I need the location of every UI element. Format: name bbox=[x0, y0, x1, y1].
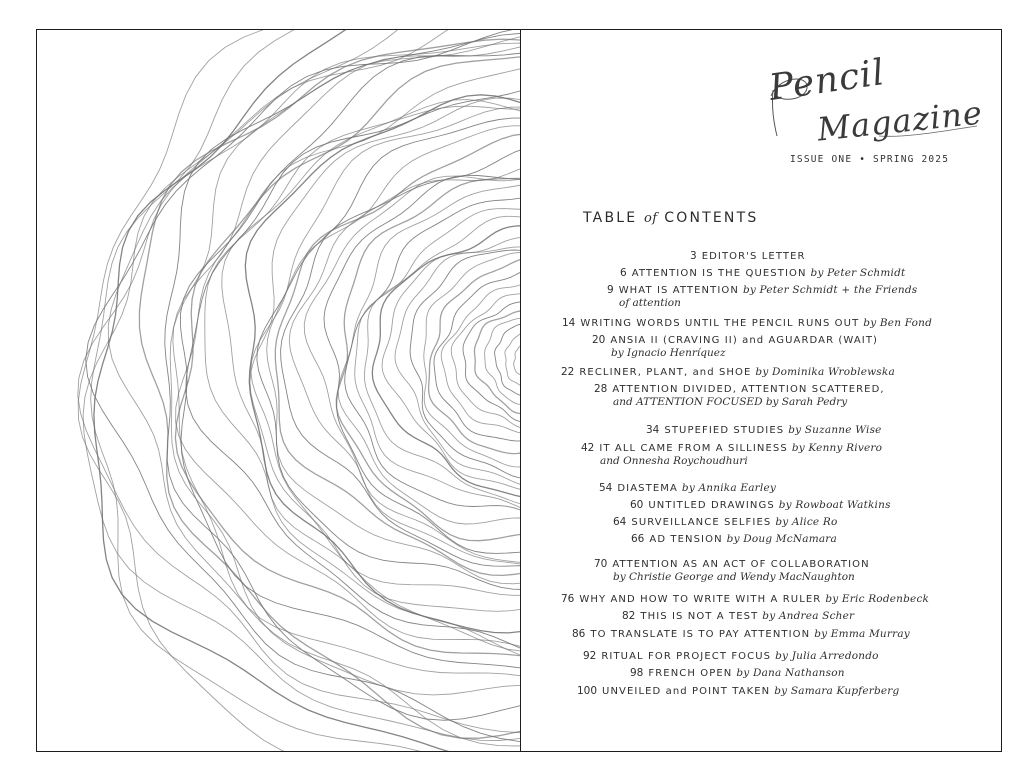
toc-entry bbox=[581, 442, 882, 467]
toc-title: ANSIA II (CRAVING II) and AGUARDAR (WAIT) bbox=[610, 335, 879, 346]
toc-entry bbox=[613, 516, 838, 529]
toc-entry bbox=[592, 334, 878, 359]
toc-byline: by Ben Fond bbox=[863, 317, 933, 329]
toc-page-number: 14 bbox=[562, 317, 576, 329]
toc-byline: by Rowboat Watkins bbox=[778, 499, 891, 511]
toc-page-number: 54 bbox=[599, 482, 613, 494]
toc-page-number: 28 bbox=[594, 383, 608, 395]
tree-ring-line bbox=[267, 126, 520, 584]
toc-entry bbox=[561, 593, 929, 606]
tree-ring-line bbox=[257, 118, 520, 590]
tree-ring-line bbox=[94, 30, 520, 751]
toc-entry bbox=[583, 650, 879, 663]
toc-title: EDITOR'S LETTER bbox=[701, 251, 806, 262]
toc-title: WHY AND HOW TO WRITE WITH A RULER bbox=[579, 594, 822, 605]
tree-ring-line bbox=[336, 178, 520, 541]
toc-title: STUPEFIED STUDIES bbox=[664, 425, 785, 436]
tree-ring-line bbox=[250, 98, 520, 611]
toc-page-number: 76 bbox=[561, 593, 575, 605]
toc-title: THIS IS NOT A TEST bbox=[640, 611, 759, 622]
magazine-spread bbox=[36, 29, 1002, 752]
toc-title: ATTENTION IS THE QUESTION bbox=[631, 268, 807, 279]
toc-page-number: 66 bbox=[631, 533, 645, 545]
toc-page-number: 64 bbox=[613, 516, 627, 528]
toc-entry bbox=[622, 610, 854, 623]
toc-title: WRITING WORDS UNTIL THE PENCIL RUNS OUT bbox=[580, 318, 860, 329]
toc-title: FRENCH OPEN bbox=[648, 668, 733, 679]
toc-title: DIASTEMA bbox=[617, 483, 678, 494]
toc-title: ATTENTION DIVIDED, ATTENTION SCATTERED, bbox=[612, 384, 885, 395]
toc-entry bbox=[631, 533, 837, 546]
tree-ring-line bbox=[463, 299, 520, 423]
toc-title: UNVEILED and POINT TAKEN bbox=[602, 686, 771, 697]
toc-page-number: 20 bbox=[592, 334, 606, 346]
toc-entry bbox=[599, 482, 776, 495]
toc-title: RITUAL FOR PROJECT FOCUS bbox=[601, 651, 772, 662]
toc-byline: by Peter Schmidt bbox=[810, 267, 906, 279]
toc-page-number: 100 bbox=[577, 685, 598, 697]
toc-page-number: 6 bbox=[620, 267, 627, 279]
toc-byline: by Emma Murray bbox=[814, 628, 910, 640]
logo-pencil-word: Pencil bbox=[766, 52, 888, 109]
toc-title: ATTENTION AS AN ACT OF COLLABORATION bbox=[612, 559, 870, 570]
toc-page-number: 92 bbox=[583, 650, 597, 662]
tree-ring-line bbox=[139, 39, 520, 738]
toc-title: WHAT IS ATTENTION bbox=[618, 285, 739, 296]
tree-ring-line bbox=[475, 307, 521, 415]
toc-entry bbox=[607, 284, 917, 309]
toc-page-number: 98 bbox=[630, 667, 644, 679]
toc-title: TO TRANSLATE IS TO PAY ATTENTION bbox=[590, 629, 811, 640]
tree-ring-line bbox=[304, 176, 520, 565]
tree-ring-line bbox=[78, 30, 520, 750]
toc-title: AD TENSION bbox=[649, 534, 723, 545]
toc-title: SURVEILLANCE SELFIES bbox=[631, 517, 772, 528]
toc-byline: by Dana Nathanson bbox=[736, 667, 845, 679]
toc-entry bbox=[690, 250, 806, 263]
toc-page-number: 82 bbox=[622, 610, 636, 622]
tree-ring-line bbox=[78, 30, 520, 751]
toc-byline: by Dominika Wroblewska bbox=[755, 366, 895, 378]
tree-ring-line bbox=[505, 331, 520, 390]
tree-ring-line bbox=[495, 324, 520, 399]
toc-page-number: 60 bbox=[630, 499, 644, 511]
toc-byline: by Suzanne Wise bbox=[788, 424, 882, 436]
table-of-contents-page bbox=[521, 30, 1001, 751]
tree-ring-line bbox=[382, 235, 520, 492]
toc-page-number: 42 bbox=[581, 442, 595, 454]
toc-byline: by Peter Schmidt + the Friends bbox=[742, 284, 918, 296]
toc-entry bbox=[594, 558, 870, 583]
toc-page-number: 22 bbox=[561, 366, 575, 378]
toc-entry bbox=[630, 667, 845, 680]
toc-byline: by Julia Arredondo bbox=[775, 650, 879, 662]
toc-entry bbox=[562, 317, 932, 330]
toc-byline: by Alice Ro bbox=[775, 516, 838, 528]
logo-magazine-word: Magazine bbox=[815, 93, 985, 149]
toc-continuation: by Ignacio Henríquez bbox=[611, 347, 726, 359]
toc-heading-contents: CONTENTS bbox=[657, 210, 759, 226]
toc-title: UNTITLED DRAWINGS bbox=[648, 500, 775, 511]
toc-entry bbox=[620, 267, 905, 280]
toc-page-number: 34 bbox=[646, 424, 660, 436]
toc-byline: by Annika Earley bbox=[681, 482, 776, 494]
toc-entry bbox=[572, 628, 910, 641]
toc-byline: by Andrea Scher bbox=[762, 610, 855, 622]
toc-entry bbox=[646, 424, 882, 437]
toc-entry bbox=[594, 383, 885, 408]
tree-ring-line bbox=[424, 253, 520, 467]
tree-ring-drawing bbox=[37, 30, 520, 751]
toc-entry bbox=[561, 366, 895, 379]
toc-heading-of: of bbox=[643, 211, 658, 226]
toc-byline: by Doug McNamara bbox=[726, 533, 837, 545]
toc-heading-table: TABLE bbox=[583, 210, 644, 226]
toc-continuation: by Christie George and Wendy MacNaughton bbox=[613, 571, 855, 583]
toc-heading bbox=[583, 210, 758, 226]
toc-continuation: and Onnesha Roychoudhuri bbox=[600, 455, 748, 467]
issue-line: ISSUE ONE • SPRING 2025 bbox=[790, 154, 950, 165]
toc-byline: by Samara Kupferberg bbox=[774, 685, 900, 697]
toc-continuation: and ATTENTION FOCUSED by Sarah Pedry bbox=[613, 396, 848, 408]
toc-entry bbox=[577, 685, 899, 698]
toc-continuation: of attention bbox=[619, 297, 681, 309]
tree-ring-illustration-page bbox=[37, 30, 520, 751]
toc-byline: by Eric Rodenbeck bbox=[825, 593, 930, 605]
toc-page-number: 3 bbox=[690, 250, 697, 262]
toc-page-number: 86 bbox=[572, 628, 586, 640]
toc-title: IT ALL CAME FROM A SILLINESS bbox=[599, 443, 788, 454]
toc-byline: by Kenny Rivero bbox=[791, 442, 883, 454]
toc-entry bbox=[630, 499, 891, 512]
toc-title: RECLINER, PLANT, and SHOE bbox=[579, 367, 752, 378]
toc-page-number: 70 bbox=[594, 558, 608, 570]
toc-page-number: 9 bbox=[607, 284, 614, 296]
tree-ring-line bbox=[83, 30, 520, 741]
